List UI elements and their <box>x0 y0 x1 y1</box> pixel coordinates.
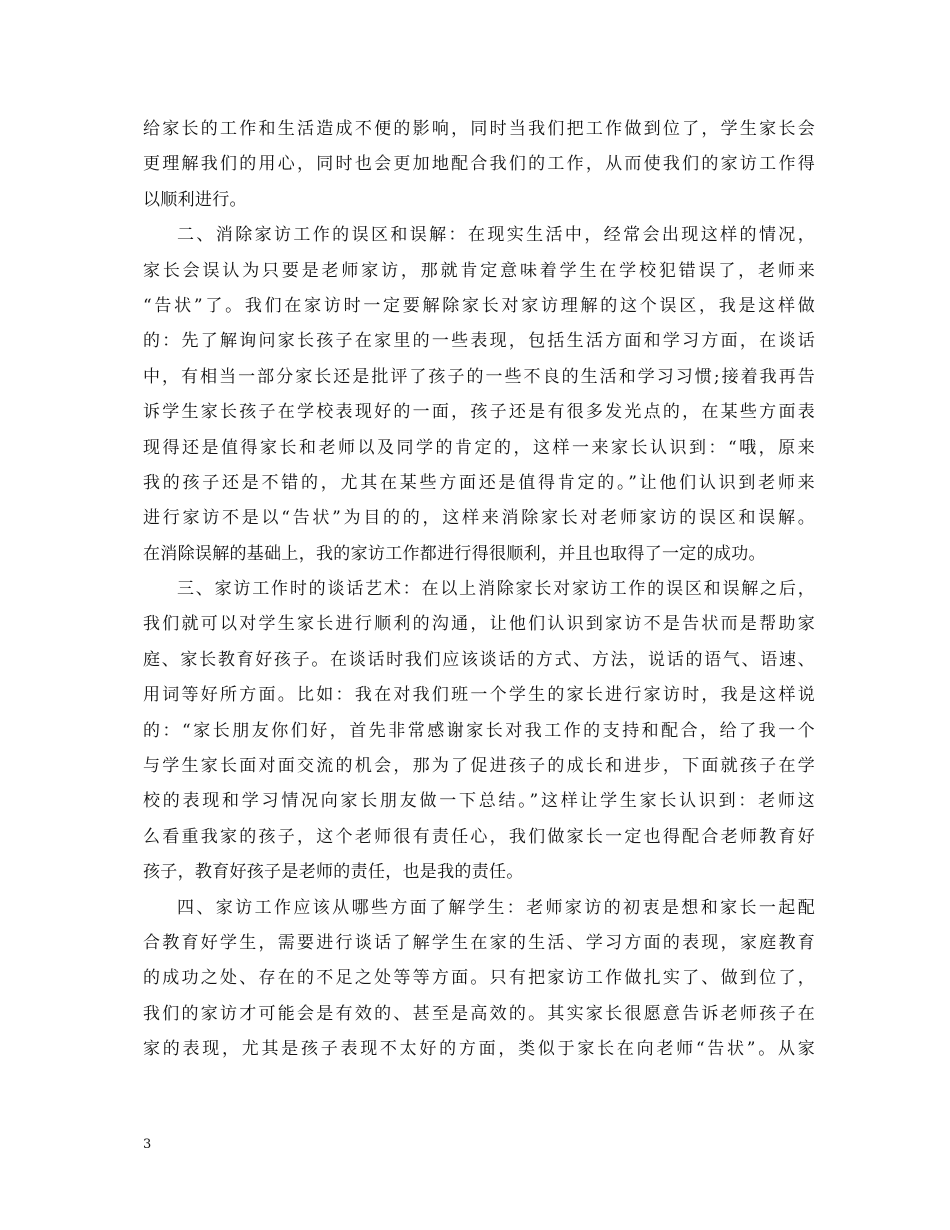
paragraph-misconceptions <box>143 218 815 572</box>
text-line: 么看重我家的孩子，这个老师很有责任心，我们做家长一定也得配合老师教育好 <box>143 826 815 847</box>
text-line: “告状”了。我们在家访时一定要解除家长对家访理解的这个误区，我是这样做 <box>143 295 815 316</box>
text-line: 的：“家长朋友你们好，首先非常感谢家长对我工作的支持和配合，给了我一个 <box>143 720 815 741</box>
paragraph-conversation-art <box>143 572 815 891</box>
text-line: 我们的家访才可能会是有效的、甚至是高效的。其实家长很愿意告诉老师孩子在 <box>143 1003 815 1024</box>
text-line: 用词等好所方面。比如：我在对我们班一个学生的家长进行家访时，我是这样说 <box>143 685 815 706</box>
document-body <box>143 112 815 1068</box>
page-number: 3 <box>143 1137 152 1152</box>
text-line: 更理解我们的用心，同时也会更加地配合我们的工作，从而使我们的家访工作得 <box>143 154 815 175</box>
text-line: 二、消除家访工作的误区和误解：在现实生活中，经常会出现这样的情况， <box>177 225 815 246</box>
text-line: 孩子，教育好孩子是老师的责任，也是我的责任。 <box>143 862 524 883</box>
text-line: 家的表现，尤其是孩子表现不太好的方面，类似于家长在向老师“告状”。从家 <box>143 1039 815 1060</box>
text-line: 四、家访工作应该从哪些方面了解学生：老师家访的初衷是想和家长一起配 <box>177 897 815 918</box>
text-line: 我的孩子还是不错的，尤其在某些方面还是值得肯定的。”让他们认识到老师来 <box>143 472 815 493</box>
text-line: 庭、家长教育好孩子。在谈话时我们应该谈话的方式、方法，说话的语气、语速、 <box>143 649 815 670</box>
text-line: 合教育好学生，需要进行谈话了解学生在家的生活、学习方面的表现，家庭教育 <box>143 932 815 953</box>
text-line: 与学生家长面对面交流的机会，那为了促进孩子的成长和进步，下面就孩子在学 <box>143 756 815 777</box>
text-line: 的成功之处、存在的不足之处等等方面。只有把家访工作做扎实了、做到位了， <box>143 968 815 989</box>
paragraph-understanding-students <box>143 891 815 1068</box>
text-line: 中，有相当一部分家长还是批评了孩子的一些不良的生活和学习习惯;接着我再告 <box>143 366 815 387</box>
text-line: 给家长的工作和生活造成不便的影响，同时当我们把工作做到位了，学生家长会 <box>143 119 815 139</box>
text-line: 的：先了解询问家长孩子在家里的一些表现，包括生活方面和学习方面，在谈话 <box>143 331 815 352</box>
text-line: 进行家访不是以“告状”为目的的，这样来消除家长对老师家访的误区和误解。 <box>143 508 815 529</box>
text-line: 三、家访工作时的谈话艺术：在以上消除家长对家访工作的误区和误解之后， <box>177 579 815 600</box>
text-line: 校的表现和学习情况向家长朋友做一下总结。”这样让学生家长认识到：老师这 <box>143 791 815 812</box>
text-line: 现得还是值得家长和老师以及同学的肯定的，这样一来家长认识到：“哦，原来 <box>143 437 815 458</box>
text-line: 以顺利进行。 <box>143 189 247 210</box>
text-line: 在消除误解的基础上，我的家访工作都进行得很顺利，并且也取得了一定的成功。 <box>143 543 766 564</box>
paragraph-continuation <box>143 112 815 218</box>
text-line: 诉学生家长孩子在学校表现好的一面，孩子还是有很多发光点的，在某些方面表 <box>143 402 815 423</box>
text-line: 家长会误认为只要是老师家访，那就肯定意味着学生在学校犯错误了，老师来 <box>143 260 815 281</box>
text-line: 我们就可以对学生家长进行顺利的沟通，让他们认识到家访不是告状而是帮助家 <box>143 614 815 635</box>
